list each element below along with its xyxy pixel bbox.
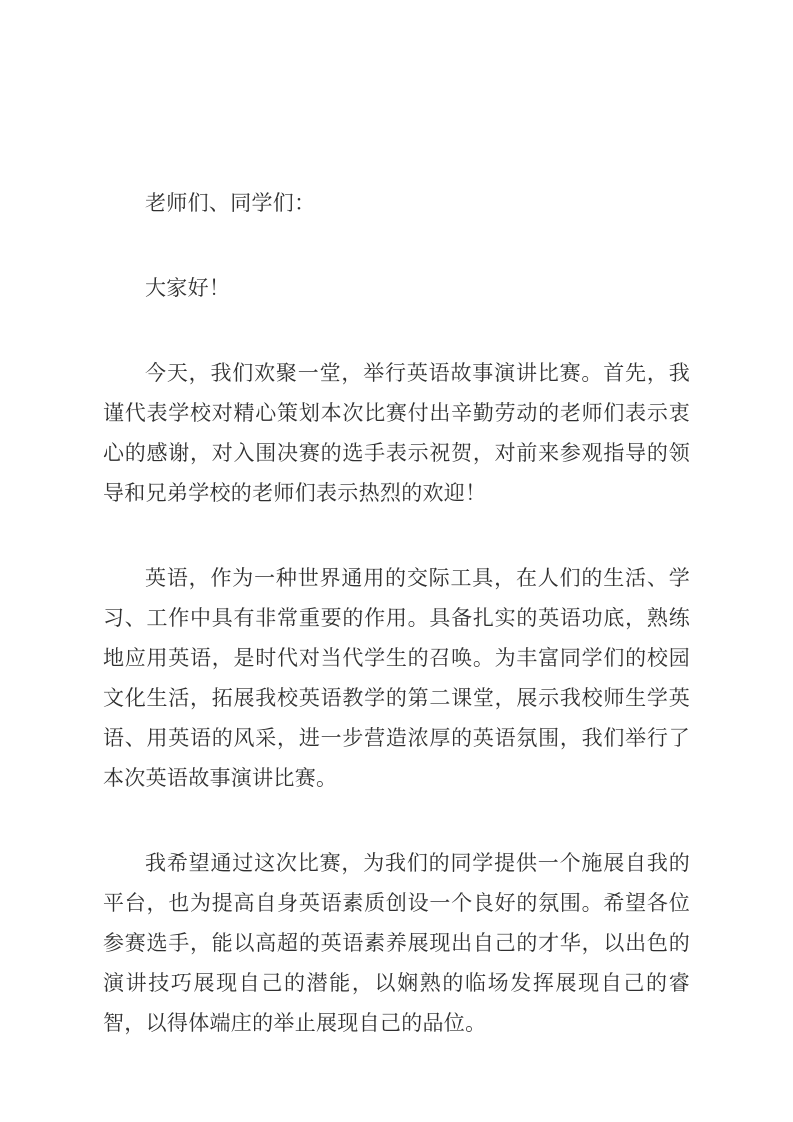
- paragraph-hopes-for-contestants: 我希望通过这次比赛，为我们的同学提供一个施展自我的平台，也为提高自身英语素质创设一个良好的氛围。希望各位参赛选手，能以高超的英语素养展现出自己的才华，以出色的演讲技巧展现自己的潜能，以娴熟的临场发挥展现自己的睿智，以得体端庄的举止展现自己的品位。: [103, 851, 690, 1035]
- paragraph-english-importance: 英语，作为一种世界通用的交际工具，在人们的生活、学习、工作中具有非常重要的作用。具备扎实的英语功底，熟练地应用英语，是时代对当代学生的召唤。为丰富同学们的校园文化生活，拓展我校英语教学的第二课堂，展示我校师生学英语、用英语的风采，进一步营造浓厚的英语氛围，我们举行了本次英语故事演讲比赛。: [103, 566, 690, 790]
- salutation-line: 老师们、同学们：: [145, 191, 316, 215]
- greeting-line: 大家好！: [145, 276, 231, 300]
- paragraph-opening-thanks: 今天，我们欢聚一堂，举行英语故事演讲比赛。首先，我谨代表学校对精心策划本次比赛付出辛勤劳动的老师们表示衷心的感谢，对入围决赛的选手表示祝贺，对前来参观指导的领导和兄弟学校的老师们表示热烈的欢迎！: [103, 361, 690, 505]
